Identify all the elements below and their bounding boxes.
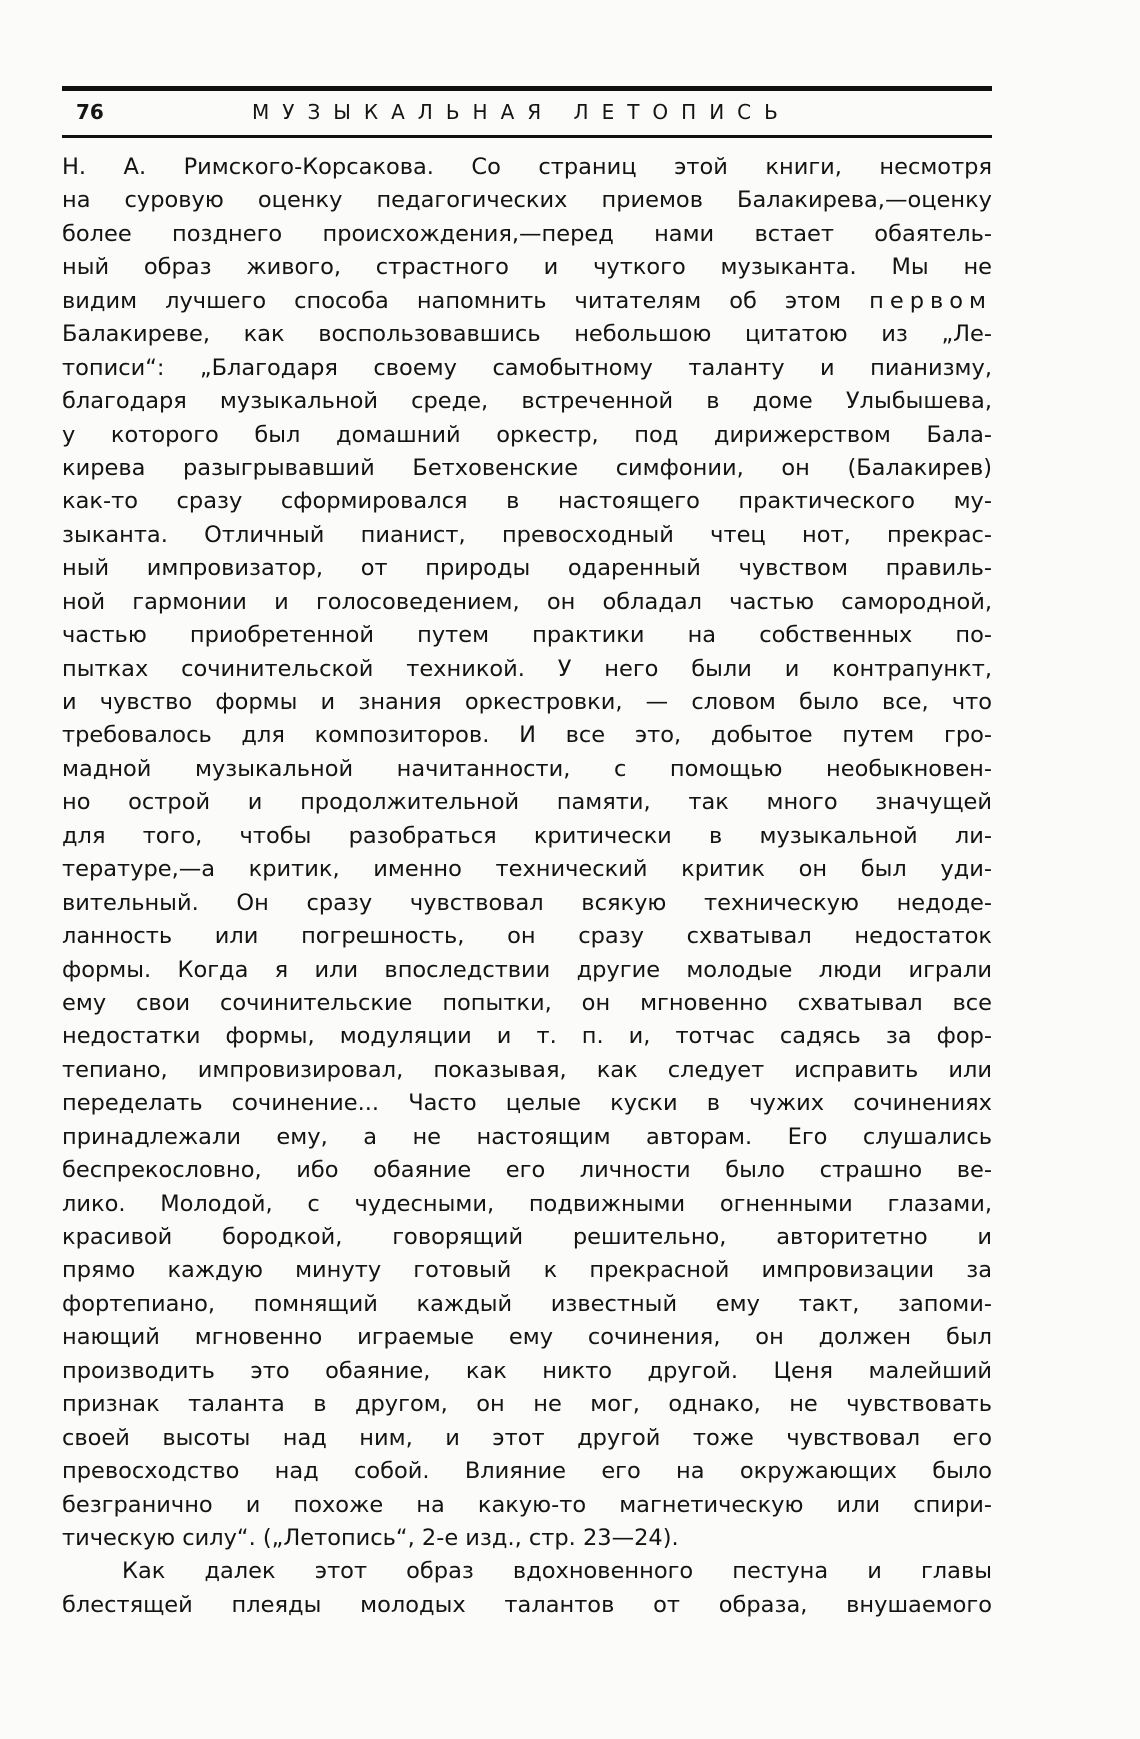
text-line: пытках сочинительской техникой. У него были и контрапункт, [62, 655, 992, 682]
text-line: красивой бородкой, говорящий решительно, авторитетно и [62, 1224, 992, 1250]
text-line: и чувство формы и знания оркестровки, — словом было все, что [62, 689, 992, 715]
text-line: благодаря музыкальной среде, встреченной в доме Улыбышева, [62, 388, 992, 415]
text-line: формы. Когда я или впоследствии другие молодые люди играли [62, 956, 992, 983]
text-line: для того, чтобы разобраться критически в музыкальной ли- [62, 822, 992, 849]
text-line: тическую силу“. („Летопись“, 2-е изд., стр. 23—24). [62, 1524, 679, 1551]
text-line: ему свои сочинительские попытки, он мгновенно схватывал все [62, 989, 992, 1016]
text-line: признак таланта в другом, он не мог, однако, не чувствовать [62, 1391, 992, 1418]
text-line: кирева разыгрывавший Бетховенские симфонии, он (Балакирев) [62, 454, 992, 481]
text-line: производить это обаяние, как никто другой. Ценя малейший [62, 1357, 992, 1384]
text-line: безгранично и похоже на какую-то магнетическую или спири- [62, 1491, 992, 1518]
text-line: недостатки формы, модуляции и т. п. и, тотчас садясь за фор- [62, 1023, 992, 1050]
page-header [62, 86, 992, 138]
text-line: но острой и продолжительной памяти, так много значущей [62, 789, 992, 816]
running-title: МУЗЫКАЛЬНАЯ ЛЕТОПИСЬ [252, 100, 791, 124]
text-line: тописи“: „Благодаря своему самобытному таланту и пианизму, [62, 354, 992, 381]
text-line: прямо каждую минуту готовый к прекрасной импровизации за [62, 1257, 992, 1284]
text-line: превосходство над собой. Влияние его на окружающих было [62, 1458, 992, 1485]
text-line: более позднего происхождения,—перед нами встает обаятель- [62, 220, 992, 247]
body-text [62, 151, 992, 1622]
text-line: зыканта. Отличный пианист, превосходный чтец нот, прекрас- [62, 521, 992, 548]
text-line: частью приобретенной путем практики на собственных по- [62, 622, 992, 649]
paragraph-first-line: Как далек этот образ вдохновенного пестуна и главы [122, 1558, 992, 1585]
text-line: Балакиреве, как воспользовавшись небольшою цитатою из „Ле- [62, 321, 992, 348]
text-line: беспрекословно, ибо обаяние его личности было страшно ве- [62, 1157, 992, 1184]
emphasized-word: первом [869, 287, 992, 314]
text-line: ланность или погрешность, он сразу схватывал недостаток [62, 923, 992, 950]
text-line: требовалось для композиторов. И все это, добытое путем гро- [62, 722, 992, 749]
text-line: лико. Молодой, с чудесными, подвижными огненными глазами, [62, 1190, 992, 1217]
text-line: тепиано, импровизировал, показывая, как следует исправить или [62, 1056, 992, 1083]
header-bottom-rule [62, 135, 992, 138]
text-line: переделать сочинение... Часто целые куски в чужих сочинениях [62, 1090, 992, 1117]
text-line: принадлежали ему, а не настоящим авторам. Его слушались [62, 1123, 992, 1150]
text-line: ный импровизатор, от природы одаренный чувством правиль- [62, 555, 992, 582]
text-line: фортепиано, помнящий каждый известный ему такт, запоми- [62, 1290, 992, 1317]
text-line: ной гармонии и голосоведением, он обладал частью самородной, [62, 588, 992, 615]
text-line: ный образ живого, страстного и чуткого музыканта. Мы не [62, 254, 992, 281]
text-line: нающий мгновенно играемые ему сочинения, он должен был [62, 1324, 992, 1351]
text-line: на суровую оценку педагогических приемов Балакирева,—оценку [62, 187, 992, 214]
text-line: своей высоты над ним, и этот другой тоже чувствовал его [62, 1424, 992, 1451]
text-line-part: видим лучшего способа напомнить читателям об этом [62, 287, 842, 314]
text-line: блестящей плеяды молодых талантов от образа, внушаемого [62, 1591, 992, 1618]
text-line: тературе,—а критик, именно технический критик он был уди- [62, 856, 992, 883]
header-top-rule [62, 86, 992, 91]
page-number: 76 [76, 100, 104, 124]
text-line: Н. А. Римского-Корсакова. Со страниц этой книги, несмотря [62, 154, 992, 180]
text-line: вительный. Он сразу чувствовал всякую техническую недоде- [62, 889, 992, 916]
text-line: как-то сразу сформировался в настоящего практического му- [62, 488, 992, 515]
text-line: у которого был домашний оркестр, под дирижерством Бала- [62, 421, 992, 448]
text-line: мадной музыкальной начитанности, с помощью необыкновен- [62, 755, 992, 782]
text-line [62, 285, 992, 318]
